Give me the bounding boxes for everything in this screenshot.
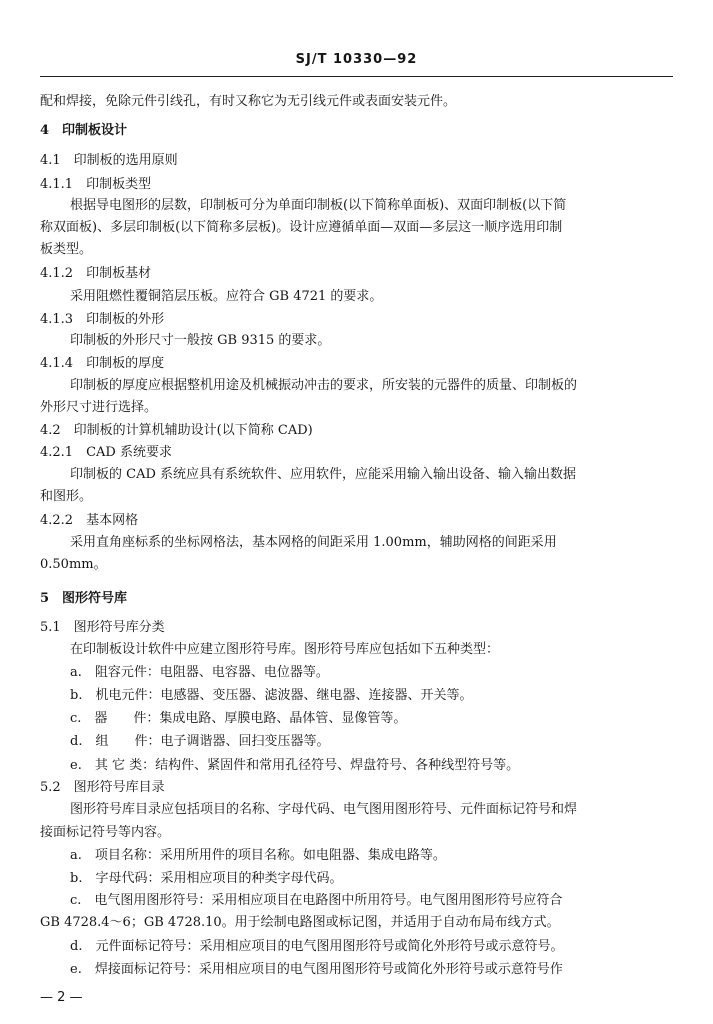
list-item: a. 阻容元件：电阻器、电容器、电位器等。 [70,665,329,680]
page-number: — 2 — [40,990,83,1005]
text-line: 印制板的外形尺寸一般按 GB 9315 的要求。 [70,333,331,348]
text-line: 印制板的厚度应根据整机用途及机械振动冲击的要求，所安装的元器件的质量、印制板的 [70,378,578,393]
standard-code: SJ/T 10330—92 [295,52,418,67]
subsection-heading: 5.1 图形符号库分类 [40,620,165,635]
text-line: 采用阻燃性覆铜箔层压板。应符合 GB 4721 的要求。 [70,289,383,304]
text-line: 配和焊接，免除元件引线孔，有时又称它为无引线元件或表面安装元件。 [40,94,457,109]
text-line: 板类型。 [40,242,93,257]
list-item: c. 电气图用图形符号：采用相应项目在电路图中所用符号。电气图用图形符号应符合 [70,893,563,908]
text-line: 根据导电图形的层数，印制板可分为单面印制板(以下简称单面板)、双面印制板(以下简 [70,198,567,213]
text-line: 图形符号库目录应包括项目的名称、字母代码、电气图用图形符号、元件面标记符号和焊 [70,802,578,817]
list-item: d. 元件面标记符号：采用相应项目的电气图用图形符号或简化外形符号或示意符号。 [70,939,564,954]
section-heading: 5 图形符号库 [40,591,128,606]
subsection-heading: 4.1.4 印制板的厚度 [40,356,165,371]
list-item: e. 焊接面标记符号：采用相应项目的电气图用图形符号或简化外形符号或示意符号作 [70,962,563,977]
running-header [40,52,673,77]
list-item: e. 其 它 类：结构件、紧固件和常用孔径符号、焊盘符号、各种线型符号等。 [70,758,520,773]
text-line: 称双面板)、多层印制板(以下简称多层板)。设计应遵循单面—双面—多层这一顺序选用印制 [40,220,563,235]
subsection-heading: 4.1.1 印制板类型 [40,177,152,192]
subsection-heading: 4.2.2 基本网格 [40,513,139,528]
text-line: 和图形。 [40,489,93,504]
subsection-heading: 4.1.2 印制板基材 [40,266,152,281]
subsection-heading: 5.2 图形符号库目录 [40,780,165,795]
list-item: c. 器 件：集成电路、厚膜电路、晶体管、显像管等。 [70,711,407,726]
list-item: d. 组 件：电子调谐器、回扫变压器等。 [70,734,330,749]
list-item: b. 字母代码：采用相应项目的种类字母代码。 [70,871,343,886]
list-item: b. 机电元件：电感器、变压器、滤波器、继电器、连接器、开关等。 [70,688,473,703]
text-line: 接面标记符号等内容。 [40,825,171,840]
subsection-heading: 4.1.3 印制板的外形 [40,312,165,327]
text-line: 外形尺寸进行选择。 [40,400,158,415]
text-line: 在印制板设计软件中应建立图形符号库。图形符号库应包括如下五种类型： [70,642,500,657]
subsection-heading: 4.2 印制板的计算机辅助设计(以下简称 CAD) [40,423,313,438]
list-item: a. 项目名称：采用所用件的项目名称。如电阻器、集成电路等。 [70,848,446,863]
text-line: GB 4728.4～6；GB 4728.10。用于绘制电路图或标记图，并适用于自动布局布线方式。 [40,915,560,930]
subsection-heading: 4.2.1 CAD 系统要求 [40,445,172,460]
subsection-heading: 4.1 印制板的选用原则 [40,153,178,168]
section-heading: 4 印制板设计 [40,123,128,138]
text-line: 印制板的 CAD 系统应具有系统软件、应用软件，应能采用输入输出设备、输入输出数据 [70,467,577,482]
text-line: 采用直角座标系的坐标网格法，基本网格的间距采用 1.00mm，辅助网格的间距采用 [70,535,557,550]
text-line: 0.50mm。 [40,557,107,572]
